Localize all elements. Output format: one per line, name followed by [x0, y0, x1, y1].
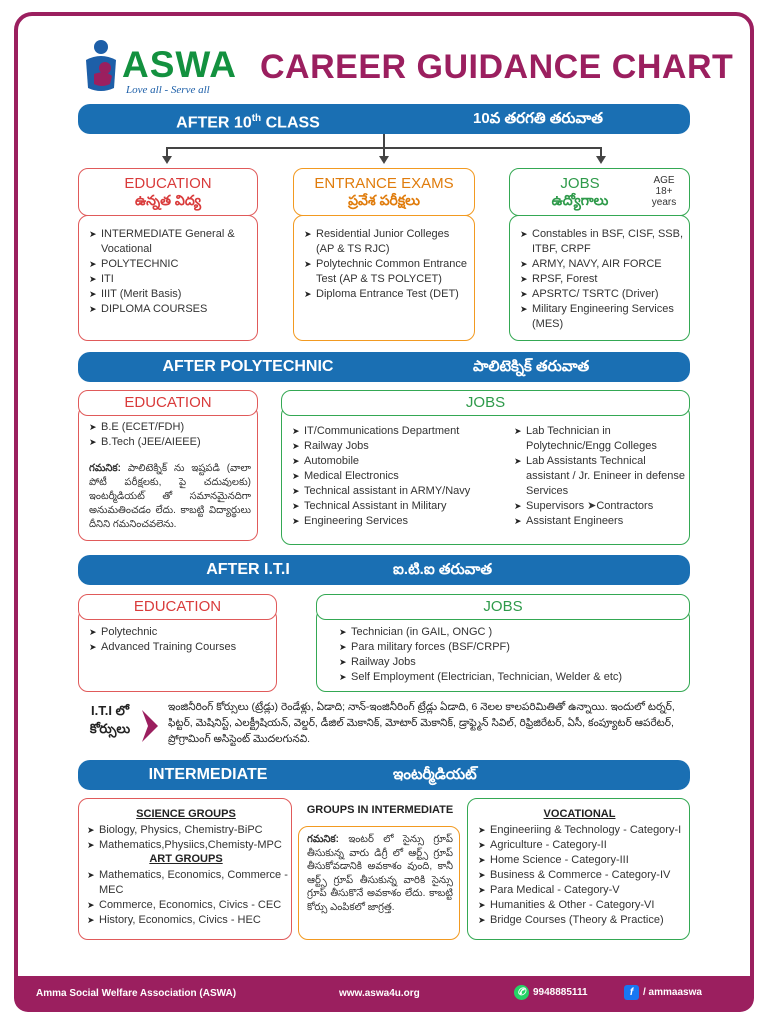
after10-band-en: AFTER 10th CLASS — [176, 113, 320, 132]
after10-jobs-list — [520, 227, 688, 332]
inter-band — [78, 760, 690, 790]
age-label: AGE 18+ years — [651, 175, 677, 208]
logo-tagline: Love all - Serve all — [126, 84, 210, 96]
afterpoly-band-te: పాలిటెక్నిక్ తరువాత — [473, 358, 590, 375]
list-item: ➤ POLYTECHNIC — [89, 257, 254, 272]
list-item: ➤ Automobile — [292, 454, 502, 469]
list-item: ➤ Technical assistant in ARMY/Navy — [292, 484, 502, 499]
vocational-box — [467, 798, 690, 940]
list-item: ➤ Biology, Physics, Chemistry-BiPC — [87, 823, 291, 838]
chevron-right-icon — [140, 708, 160, 744]
list-item: ➤ Assistant Engineers — [514, 514, 686, 529]
afteriti-jobs-list — [339, 625, 684, 685]
list-item: ➤ Constables in BSF, CISF, SSB, ITBF, CRPF — [520, 227, 688, 257]
list-item: ➤ Medical Electronics — [292, 469, 502, 484]
art-groups-list — [87, 868, 291, 928]
afteriti-education-list — [89, 625, 274, 655]
groups-in-intermediate-title: GROUPS IN INTERMEDIATE — [306, 804, 454, 816]
list-item: ➤ ARMY, NAVY, AIR FORCE — [520, 257, 688, 272]
after10-jobs-header — [509, 168, 690, 216]
inter-band-te: ఇంటర్మీడియట్ — [393, 766, 477, 783]
footer-bar — [14, 976, 754, 1012]
arrow-down-icon — [596, 156, 606, 164]
list-item: ➤ Agriculture - Category-II — [478, 838, 690, 853]
iti-courses-text: ఇంజినీరింగ్ కోర్సులు (ట్రేడ్లు) రెండేళ్లు, ఏడాది; నాన్-ఇంజినీరింగ్ ట్రేడ్లు ఏడాది, 6 నెలల కాలపరిమితితో ఉన్నాయి. ఇందులో టర్నర్, ఫిట్టర్, మెషినిస్ట్, ఎలక్ట్రీషియన్, వెల్డర్, డీజిల్ మెకానిక్, మోటార్ మెకానిక్, డ్రాఫ్ట్మెన్ సివిల్, రిఫ్రిజిరేటర్, ఏసీ, కంప్యూటర్ ఆపరేటర్, ప్రోగ్రామింగ్ అసిస్టెంట్ మొదలగునవి. — [168, 701, 675, 745]
afterpoly-band-en: AFTER POLYTECHNIC — [162, 358, 334, 375]
science-groups-list — [87, 823, 291, 853]
aswa-logo — [76, 38, 241, 98]
afterpoly-education-box — [78, 405, 258, 541]
arrow-down-icon — [379, 156, 389, 164]
list-item: ➤ B.E (ECET/FDH) — [89, 420, 254, 435]
header-te: ప్రవేశ పరీక్షలు — [348, 192, 420, 208]
footer-website-link[interactable]: www.aswa4u.org — [339, 988, 420, 999]
afteriti-band — [78, 555, 690, 585]
list-item: ➤ Military Engineering Services (MES) — [520, 302, 688, 332]
afterpoly-jobs-col1 — [292, 424, 502, 529]
list-item: ➤ History, Economics, Civics - HEC — [87, 913, 291, 928]
list-item: ➤ Bridge Courses (Theory & Practice) — [478, 913, 690, 928]
list-item: ➤ Diploma Entrance Test (DET) — [304, 287, 470, 302]
after10-band-te: 10వ తరగతి తరువాత — [473, 110, 603, 127]
after10-jobs-box — [509, 215, 690, 341]
footer-facebook[interactable]: f / ammaaswa — [624, 985, 702, 1000]
after10-entrance-list — [304, 227, 470, 302]
vocational-list — [478, 823, 690, 928]
afterpoly-education-list — [89, 420, 254, 450]
list-item: ➤ Polytechnic Common Entrance Test (AP & TS POLYCET) — [304, 257, 470, 287]
list-item: ➤ DIPLOMA COURSES — [89, 302, 254, 317]
list-item: ➤ Residential Junior Colleges (AP & TS RJC) — [304, 227, 470, 257]
page-title: CAREER GUIDANCE CHART — [260, 48, 734, 86]
header-en: ENTRANCE EXAMS — [314, 175, 454, 192]
list-item: ➤ Commerce, Economics, Civics - CEC — [87, 898, 291, 913]
afteriti-education-header: EDUCATION — [78, 594, 277, 620]
list-item: ➤ Self Employment (Electrician, Technician, Welder & etc) — [339, 670, 684, 685]
list-item: ➤ Home Science - Category-III — [478, 853, 690, 868]
list-item: ➤ Advanced Training Courses — [89, 640, 274, 655]
inter-note: గమనిక: ఇంటర్ లో సైన్సు గ్రూప్ తీసుకున్న వారు డిగ్రీ లో ఆర్ట్స్ గ్రూప్ తీసుకోవడానికి అవకాశం వుంది, కానీ ఆర్ట్స్ గ్రూప్ తీసుకున్న వారికి సైన్సు గ్రూప్ తీసుకొనే అవకాశం లేదు. కాబట్టి కోర్సు ఎంపికలో జాగ్రత్త. — [307, 834, 453, 913]
afteriti-band-en: AFTER I.T.I — [206, 561, 290, 578]
list-item: ➤ Humanities & Other - Category-VI — [478, 898, 690, 913]
header-en: EDUCATION — [124, 175, 212, 192]
list-item: ➤ Engineering Services — [292, 514, 502, 529]
list-item: ➤ Railway Jobs — [339, 655, 684, 670]
footer-phone[interactable]: ✆ 9948885111 — [514, 985, 588, 1000]
list-item: ➤ ITI — [89, 272, 254, 287]
list-item: ➤ Engineeriing & Technology - Category-I — [478, 823, 690, 838]
logo-word: ASWA — [122, 44, 237, 85]
header-en: JOBS — [560, 175, 600, 192]
inter-groups-box — [78, 798, 292, 940]
list-item: ➤ Technician (in GAIL, ONGC ) — [339, 625, 684, 640]
list-item: ➤ Mathematics, Economics, Commerce - MEC — [87, 868, 291, 898]
header-te: ఉన్నత విద్య — [134, 192, 202, 208]
list-item: ➤ Technical Assistant in Military — [292, 499, 502, 514]
afterpoly-jobs-header: JOBS — [281, 390, 690, 416]
after10-education-list — [89, 227, 254, 317]
list-item: ➤ Supervisors ➤Contractors — [514, 499, 686, 514]
after10-entrance-box — [293, 215, 475, 341]
list-item: ➤ Para military forces (BSF/CRPF) — [339, 640, 684, 655]
facebook-icon: f — [624, 985, 639, 1000]
list-item: ➤ Lab Assistants Technical assistant / Jr. Enineer in defense Services — [514, 454, 686, 499]
inter-note-box — [298, 826, 460, 940]
inter-band-en: INTERMEDIATE — [148, 766, 268, 783]
list-item: ➤ Business & Commerce - Category-IV — [478, 868, 690, 883]
list-item: ➤ B.Tech (JEE/AIEEE) — [89, 435, 254, 450]
afterpoly-band — [78, 352, 690, 382]
iti-courses-label: I.T.I లో కోర్సులు — [89, 703, 131, 736]
mother-child-icon — [80, 38, 122, 94]
afteriti-jobs-header: JOBS — [316, 594, 690, 620]
afterpoly-jobs-col2 — [514, 424, 686, 529]
list-item: ➤ Railway Jobs — [292, 439, 502, 454]
science-groups-title: SCIENCE GROUPS — [136, 808, 236, 820]
afteriti-band-te: ఐ.టి.ఐ తరువాత — [393, 561, 493, 578]
list-item: ➤ RPSF, Forest — [520, 272, 688, 287]
afterpoly-education-header: EDUCATION — [78, 390, 258, 416]
after10-education-box — [78, 215, 258, 341]
vocational-title: VOCATIONAL — [543, 808, 616, 820]
after10-band — [78, 104, 690, 134]
list-item: ➤ INTERMEDIATE General & Vocational — [89, 227, 254, 257]
header-te: ఉద్యోగాలు — [551, 192, 609, 208]
arrow-down-icon — [162, 156, 172, 164]
list-item: ➤ Mathematics,Physiics,Chemisty-MPC — [87, 838, 291, 853]
list-item: ➤ Lab Technician in Polytechnic/Engg Colleges — [514, 424, 686, 454]
list-item: ➤ IIIT (Merit Basis) — [89, 287, 254, 302]
afteriti-jobs-box — [316, 608, 690, 692]
list-item: ➤ IT/Communications Department — [292, 424, 502, 439]
footer-org: Amma Social Welfare Association (ASWA) — [36, 988, 237, 999]
list-item: ➤ APSRTC/ TSRTC (Driver) — [520, 287, 688, 302]
whatsapp-icon: ✆ — [514, 985, 529, 1000]
connector-line — [383, 134, 385, 148]
list-item: ➤ Para Medical - Category-V — [478, 883, 690, 898]
list-item: ➤ Polytechnic — [89, 625, 274, 640]
after10-education-header — [78, 168, 258, 216]
art-groups-title: ART GROUPS — [149, 853, 223, 865]
afteriti-education-box — [78, 608, 277, 692]
afterpoly-jobs-box — [281, 405, 690, 545]
afterpoly-note: గమనిక: పాలిటెక్నిక్ ను ఇష్టపడి (వాలా పోటీ పరీక్షలకు, పై చదువులకు) ఇంటర్మీడియట్ తో సమానమైనదిగా అనుమతించడం లేదు. కాబట్టి విద్యార్థులు దీనిని గమనించవలెను. — [89, 463, 251, 530]
after10-entrance-header — [293, 168, 475, 216]
